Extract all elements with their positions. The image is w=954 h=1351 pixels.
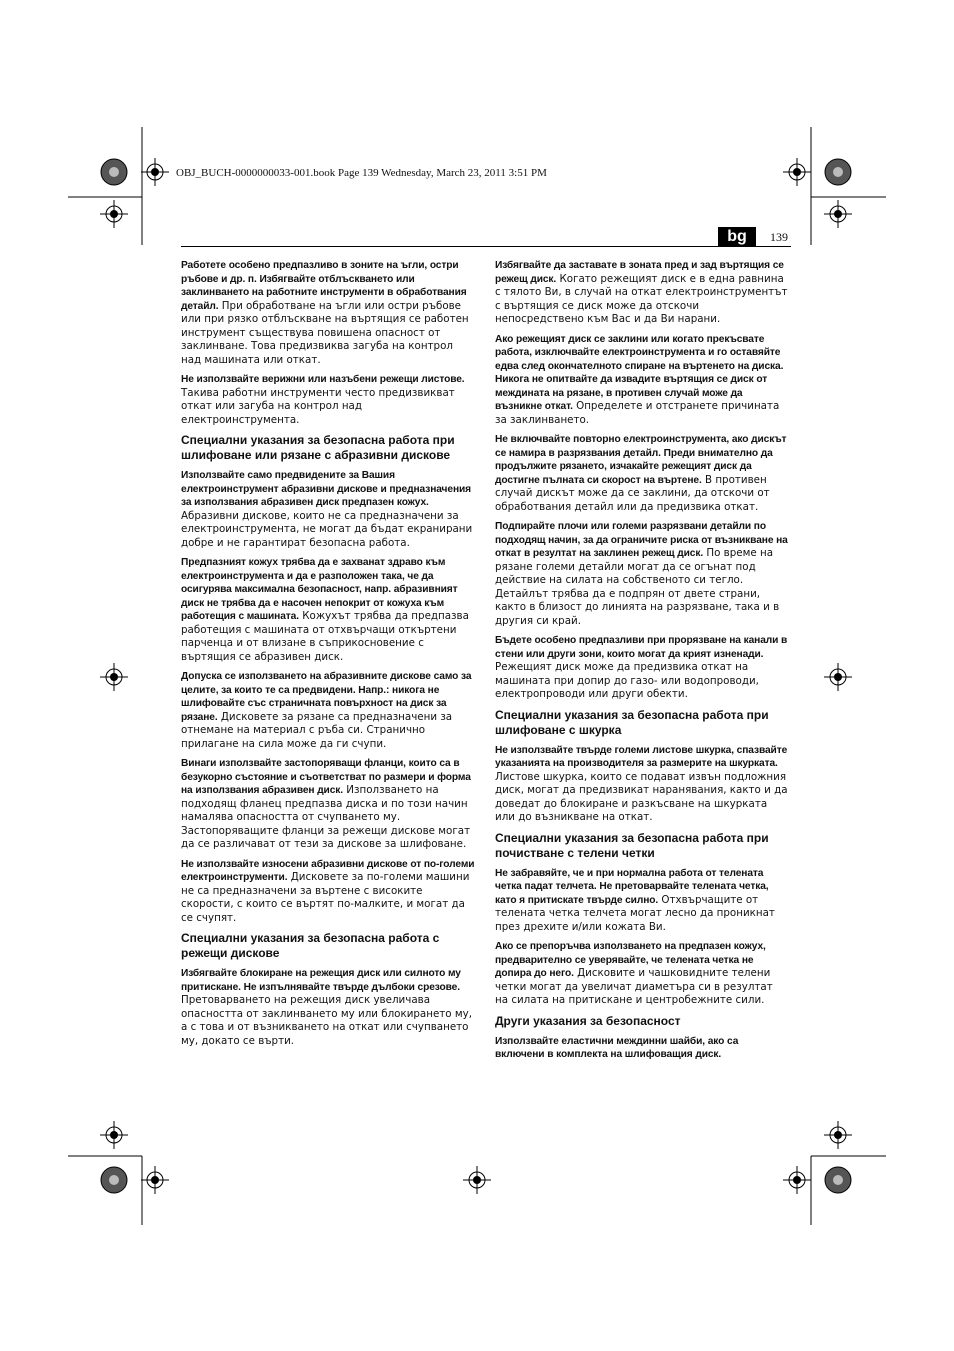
star-target-icon bbox=[101, 1167, 127, 1193]
paragraph: Избягвайте блокиране на режещия диск или силното му притискане. Не изпълнявайте твърде дълбоки срезове. Претоварването на режещия диск увеличава опасността от заклинването му или блокирането му, а с това и от възникването на откат или счупването му, докато се върти. bbox=[181, 968, 473, 1047]
section-heading: Специални указания за безопасна работа с режещи дискове bbox=[181, 931, 440, 960]
registration-mark-icon bbox=[100, 663, 128, 691]
section-heading: Специални указания за безопасна работа при шлифоване с шкурка bbox=[495, 707, 769, 737]
registration-mark-icon bbox=[141, 1166, 169, 1194]
paragraph: Винаги използвайте застопоряващи фланци, които са в безукорно състояние и съответстват по размери и форма на използвания абразивен диск. Използването на подходящ фланец предпазва диска и по този начин намалява опасността от счупването му. Застопоряващите фланци за режещи дискове могат да се различават от тези за дискове за шлифоване. bbox=[181, 758, 471, 850]
registration-mark-icon bbox=[100, 1121, 128, 1149]
left-column bbox=[181, 259, 475, 1054]
registration-mark-icon bbox=[100, 200, 128, 228]
paragraph: Подпирайте плочи или големи разрязвани детайли по подходящ начин, за да ограничите риска от възникване на откат в резултат на заклинен режещ диск. По време на рязане големи детайли могат да се огънат под действие на силата на собственото си тегло. Детайлът трябва да е подпрян от двете страни, както в близост до линията на разрязване, така и в другия си край. bbox=[495, 521, 788, 627]
page-number: 139 bbox=[770, 230, 788, 244]
registration-mark-icon bbox=[783, 1166, 811, 1194]
paragraph: Ако се препоръчва използването на предпазен кожух, предварително се уверявайте, че телената четка не допира до него. Дисковите и чашковидните телени четки могат да увеличат диаметъра си в резултат на силата на притискане и центробежните сили. bbox=[495, 941, 773, 1006]
right-column bbox=[495, 259, 789, 1068]
registration-mark-icon bbox=[463, 1166, 491, 1194]
paragraph: Използвайте еластични междинни шайби, ако са включени в комплекта на шлифоващия диск. bbox=[495, 1035, 739, 1060]
paragraph: Не използвайте твърде големи листове шкурка, спазвайте указанията на производителя за размерите на шкурката. Листове шкурка, които се подават извън подложния диск, могат да предизвикат наранявания, както и да доведат до блокиране и разкъсване на шкурката или до възникване на откат. bbox=[495, 744, 788, 823]
paragraph: Не включвайте повторно електроинструмента, ако дискът се намира в разрязвания детайл. Преди внимателно да продължите рязането, изчакайте режещият диск да достигне пълната си скорост на въртене. В противен случай дискът може да се заклини, да отскочи от обработвания детайл или да предизвика откат. bbox=[495, 434, 787, 513]
section-heading: Специални указания за безопасна работа при шлифоване или рязане с абразивни дискове bbox=[181, 433, 455, 462]
paragraph: Работете особено предпазливо в зоните на ъгли, остри ръбове и др. п. Избягвайте отблъскването или заклинването на работните инструменти в обработвания детайл. При обработване на ъгли или остри ръбове или при рязко отблъскване на въртящия се работен инструмент съществува повишена опасност от заклинване. Това предизвиква загуба на контрол над машината или откат. bbox=[181, 260, 469, 366]
paragraph: Не забравяйте, че и при нормална работа от телената четка падат телчета. Не претоварвайте телената четка, като я притискате твърде силно. Отхвърчащите от телената четка телчета могат лесно да проникнат през дрехите и/или кожата Ви. bbox=[495, 867, 775, 933]
section-heading: Специални указания за безопасна работа при почистване с телени четки bbox=[495, 830, 769, 860]
star-target-icon bbox=[825, 1167, 851, 1193]
registration-mark-icon bbox=[824, 1121, 852, 1149]
star-target-icon bbox=[825, 159, 851, 185]
paragraph: Не използвайте верижни или назъбени режещи листове. Такива работни инструменти често предизвикват откат или загуба на контрол над електроинструмента. bbox=[181, 374, 465, 426]
paragraph: Не използвайте износени абразивни дискове от по-големи електроинструменти. Дисковете за по-големи машини не са предназначени за въртене с високите скорости, с които се въртят по-малките, и могат да се счупят. bbox=[181, 858, 475, 924]
header-rule bbox=[181, 246, 791, 247]
star-target-icon bbox=[101, 159, 127, 185]
registration-mark-icon bbox=[783, 158, 811, 186]
paragraph: Предпазният кожух трябва да е захванат здраво към електроинструмента и да е разположен така, че да осигурява максимална безопасност, напр. абразивният диск не трябва да е насочен непокрит от кожуха към работещия с машината. Кожухът трябва да предпазва работещия с машината от отхвърчащи откъртени парченца и от влизане в съприкосновение с въртящия се абразивен диск. bbox=[181, 557, 469, 663]
paragraph: Избягвайте да заставате в зоната пред и зад въртящия се режещ диск. Когато режещият диск е в една равнина с тялото Ви, в случай на откат електроинструментът с въртящия се диск може да отскочи непосредствено към Вас и да Ви нарани. bbox=[495, 260, 788, 325]
registration-mark-icon bbox=[824, 200, 852, 228]
paragraph: Ако режещият диск се заклини или когато прекъсвате работа, изключвайте електроинструмента и го оставяйте едва след окончателното спиране на въртенето на диска. Никога не опитвайте да извадите въртящия се диск от междината на рязане, в противен случай може да възникне откат. Определете и отстранете причината за заклинването. bbox=[495, 333, 784, 426]
book-info: OBJ_BUCH-0000000033-001.book Page 139 Wednesday, March 23, 2011 3:51 PM bbox=[176, 167, 547, 179]
paragraph: Използвайте само предвидените за Вашия електроинструмент абразивни дискове и предназначения за използвания абразивен диск предпазен кожух. Абразивни дискове, които не са предназначени за електроинструмента, не могат да бъдат екранирани добре и не гарантират безопасна работа. bbox=[181, 470, 473, 549]
registration-mark-icon bbox=[141, 158, 169, 186]
section-heading: Други указания за безопасност bbox=[495, 1013, 681, 1028]
registration-mark-icon bbox=[824, 663, 852, 691]
paragraph: Допуска се използването на абразивните дискове само за целите, за които те са предвидени. Напр.: никога не шлифовайте със страничната повърхност на диск за рязане. Дисковете за рязане са предназначени за отнемане на материал с ръба си. Странично прилагане на сила може да ги счупи. bbox=[181, 671, 472, 750]
language-badge: bg bbox=[718, 227, 756, 247]
paragraph: Бъдете особено предпазливи при прорязване на канали в стени или други зони, които могат да крият изненади. Режещият диск може да предизвика откат на машината при допир до газо- или водопроводи, електропроводи или други обекти. bbox=[495, 635, 788, 700]
